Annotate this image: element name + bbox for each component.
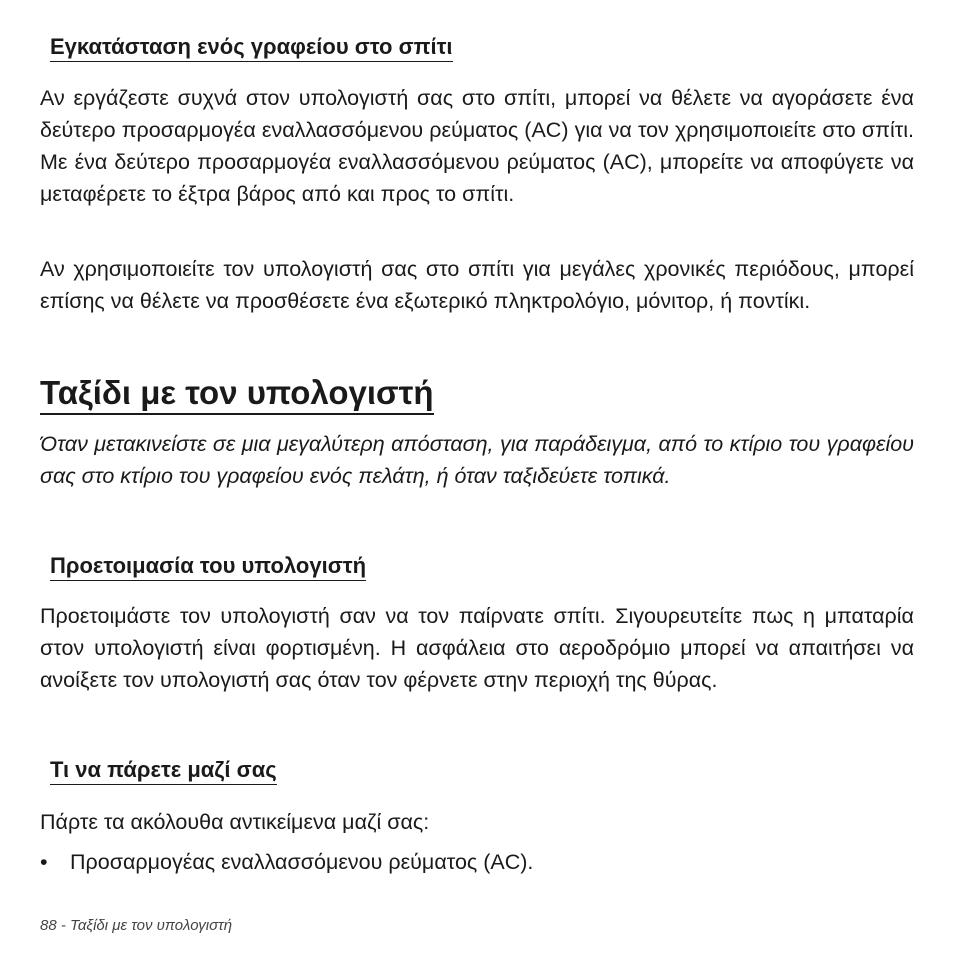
section-heading-prep: Προετοιμασία του υπολογιστή [50, 553, 366, 581]
chapter-heading-wrap [40, 374, 914, 415]
chapter-intro-wrap [40, 428, 914, 492]
list-item-text: Προσαρμογέας εναλλασσόμενου ρεύματος (AC). [70, 850, 534, 874]
chapter-heading: Ταξίδι με τον υπολογιστή [40, 374, 434, 415]
section-heading-home-office: Εγκατάσταση ενός γραφείου στο σπίτι [50, 34, 453, 62]
paragraph-take-wrap [40, 806, 914, 838]
paragraph-home-office-1: Αν εργάζεστε συχνά στον υπολογιστή σας στο σπίτι, μπορεί να θέλετε να αγοράσετε ένα δεύτερο προσαρμογέα εναλλασσόμενου ρεύματος (AC) για να τον χρησιμοποιείτε στο σπίτι. Με ένα δεύτερο προσαρμογέα εναλλασσόμενου ρεύματος (AC), μπορείτε να αποφύγετε να μεταφέρετε το έξτρα βάρος από και προς το σπίτι. [40, 86, 914, 206]
page-footer: 88 - Ταξίδι με τον υπολογιστή [40, 917, 233, 934]
paragraph-home-office-2: Αν χρησιμοποιείτε τον υπολογιστή σας στο σπίτι για μεγάλες χρονικές περιόδους, μπορεί επίσης να θέλετε να προσθέσετε ένα εξωτερικό πληκτρολόγιο, μόνιτορ, ή ποντίκι. [40, 257, 914, 313]
bullet-list [40, 846, 914, 878]
paragraph-take: Πάρτε τα ακόλουθα αντικείμενα μαζί σας: [40, 810, 430, 834]
section-home-office-heading-wrap [40, 34, 914, 62]
paragraph-prep: Προετοιμάστε τον υπολογιστή σαν να τον παίρνατε σπίτι. Σιγουρευτείτε πως η μπαταρία στον υπολογιστή είναι φορτισμένη. Η ασφάλεια στο αεροδρόμιο μπορεί να απαιτήσει να ανοίξετε τον υπολογιστή σας όταν τον φέρνετε στην περιοχή της θύρας. [40, 604, 914, 692]
chapter-intro-paragraph: Όταν μετακινείστε σε μια μεγαλύτερη απόσταση, για παράδειγμα, από το κτίριο του γραφείου σας στο κτίριο του γραφείου ενός πελάτη, ή όταν ταξιδεύετε τοπικά. [40, 432, 914, 488]
list-item [40, 846, 914, 878]
paragraph-prep-wrap [40, 600, 914, 696]
paragraph-home-office-2-wrap [40, 253, 914, 317]
section-take-heading-wrap [40, 757, 914, 785]
section-prep-heading-wrap [40, 553, 914, 581]
section-heading-take: Τι να πάρετε μαζί σας [50, 757, 277, 785]
bullet-icon: • [40, 850, 48, 874]
paragraph-home-office-1-wrap [40, 82, 914, 210]
